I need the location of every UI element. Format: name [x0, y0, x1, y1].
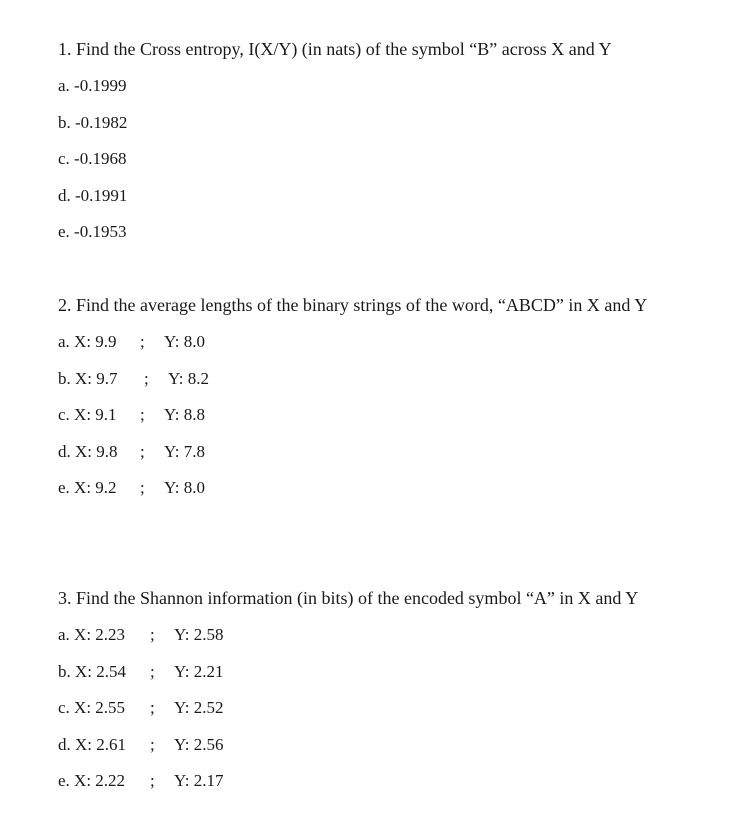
option-y-value: Y: 2.58 [174, 625, 224, 644]
option-x-value: c. X: 2.55 [58, 698, 126, 717]
question-1-option-b: b. -0.1982 [58, 113, 128, 132]
question-2 [58, 294, 728, 497]
option-x-value: d. X: 9.8 [58, 442, 118, 461]
question-2-option-c [58, 405, 205, 425]
option-x-value: d. X: 2.61 [58, 735, 126, 754]
option-y-value: Y: 8.2 [168, 369, 209, 388]
option-separator: ; [140, 405, 145, 424]
option-separator: ; [150, 625, 155, 644]
option-separator: ; [150, 698, 155, 717]
option-y-value: Y: 2.52 [174, 698, 224, 717]
option-x-value: c. X: 9.1 [58, 405, 117, 424]
option-separator: ; [150, 735, 155, 754]
question-3-option-c [58, 698, 223, 718]
option-y-value: Y: 2.56 [174, 735, 224, 754]
option-separator: ; [140, 332, 145, 351]
option-y-value: Y: 7.8 [164, 442, 205, 461]
question-3-title: 3. Find the Shannon information (in bits) of the encoded symbol “A” in X and Y [58, 588, 639, 608]
question-3-option-b [58, 662, 223, 682]
option-y-value: Y: 8.0 [164, 332, 205, 351]
option-x-value: e. X: 2.22 [58, 771, 126, 790]
option-x-value: a. X: 9.9 [58, 332, 117, 351]
option-separator: ; [140, 442, 145, 461]
option-x-value: a. X: 2.23 [58, 625, 126, 644]
question-2-option-a [58, 332, 205, 352]
question-3-option-a [58, 625, 223, 645]
question-1 [58, 38, 728, 241]
option-y-value: Y: 2.21 [174, 662, 224, 681]
option-separator: ; [150, 771, 155, 790]
option-x-value: e. X: 9.2 [58, 478, 117, 497]
question-1-option-c: c. -0.1968 [58, 149, 127, 168]
question-1-option-d: d. -0.1991 [58, 186, 128, 205]
question-2-option-d [58, 442, 205, 462]
question-1-title: 1. Find the Cross entropy, I(X/Y) (in nats) of the symbol “B” across X and Y [58, 39, 612, 59]
question-2-option-b [58, 369, 209, 389]
option-x-value: b. X: 9.7 [58, 369, 118, 388]
option-y-value: Y: 8.0 [164, 478, 205, 497]
question-3 [58, 587, 728, 790]
question-2-title: 2. Find the average lengths of the binary strings of the word, “ABCD” in X and Y [58, 295, 648, 315]
option-y-value: Y: 8.8 [164, 405, 205, 424]
option-separator: ; [150, 662, 155, 681]
question-1-option-a: a. -0.1999 [58, 76, 127, 95]
option-y-value: Y: 2.17 [174, 771, 224, 790]
option-separator: ; [144, 369, 149, 388]
question-3-option-d [58, 735, 223, 755]
question-3-option-e [58, 771, 223, 791]
question-2-option-e [58, 478, 205, 498]
option-x-value: b. X: 2.54 [58, 662, 126, 681]
question-1-option-e: e. -0.1953 [58, 222, 127, 241]
option-separator: ; [140, 478, 145, 497]
